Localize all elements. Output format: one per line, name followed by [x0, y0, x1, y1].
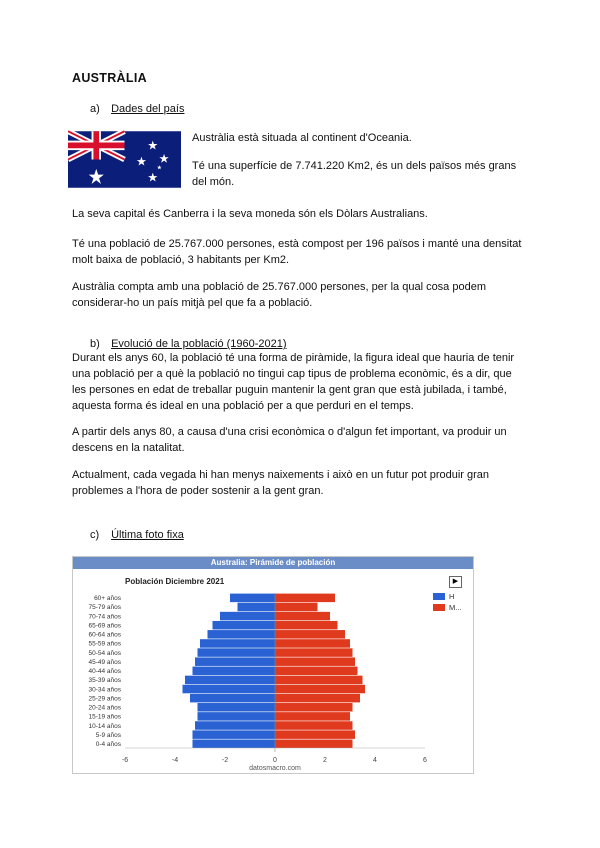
chart-source: datosmacro.com	[249, 765, 301, 772]
chart-title: Australia: Pirámide de población	[73, 557, 473, 569]
bar-female	[275, 694, 360, 703]
section-a-title: Dades del país	[111, 103, 185, 115]
text-line: Durant els anys 60, la població té una forma de piràmide, la figura ideal que hauria de tenir	[72, 352, 515, 364]
y-tick-label: 45-49 años	[88, 658, 121, 666]
text-line: Austràlia compta amb una població de 25.767.000 persones, per la qual cosa podem	[72, 281, 486, 293]
chart-subtitle: Población Diciembre 2021	[125, 577, 225, 586]
bar-male	[190, 694, 275, 703]
bar-male	[230, 594, 275, 603]
bar-male	[195, 657, 275, 666]
y-tick-label: 60-64 años	[88, 631, 121, 639]
bar-female	[275, 639, 350, 648]
page-title: AUSTRÀLIA	[72, 71, 147, 85]
y-tick-label: 75-79 años	[88, 604, 121, 612]
bar-female	[275, 594, 335, 603]
x-tick-label: 6	[423, 757, 427, 764]
section-b-heading	[90, 338, 287, 350]
bar-male	[183, 685, 276, 694]
bar-female	[275, 630, 345, 639]
bar-female	[275, 712, 350, 721]
bar-male	[193, 730, 276, 739]
x-tick-label: -2	[221, 757, 229, 764]
y-tick-label: 25-29 años	[88, 695, 121, 703]
play-button[interactable]: ▶	[449, 576, 462, 588]
y-tick-label: 15-19 años	[88, 713, 121, 721]
y-tick-label: 65-69 años	[88, 622, 121, 630]
bar-male	[208, 630, 276, 639]
text-line: considerar-ho un país mitjà pel que fa a població.	[72, 297, 313, 309]
population-pyramid-chart	[72, 556, 474, 774]
x-tick-label: 2	[323, 757, 327, 764]
y-tick-label: 55-59 años	[88, 640, 121, 648]
bar-female	[275, 730, 355, 739]
y-tick-label: 10-14 años	[88, 722, 121, 730]
paragraph-population	[72, 236, 528, 268]
bar-female	[275, 667, 358, 676]
text-line: descens en la natalitat.	[72, 442, 185, 454]
bar-male	[238, 603, 276, 612]
section-c-label: c)	[90, 529, 100, 541]
bar-male	[220, 612, 275, 621]
paragraph-size	[72, 279, 528, 311]
text-line: una població per a què la població no tingui cap tipus de problema econòmic, és a dir, que	[72, 368, 512, 380]
section-b-title: Evolució de la població (1960-2021)	[111, 338, 287, 350]
y-tick-label: 5-9 años	[95, 731, 121, 739]
text-line: aquesta forma és ideal en una població per a que perduri en el temps.	[72, 400, 414, 412]
legend-swatch	[433, 593, 445, 600]
y-tick-label: 70-74 años	[88, 613, 121, 621]
bar-female	[275, 739, 353, 748]
bar-male	[193, 739, 276, 748]
legend-label: M...	[449, 603, 462, 612]
section-a-heading	[90, 103, 184, 115]
paragraph-capital: La seva capital és Canberra i la seva moneda són els Dòlars Australians.	[72, 208, 428, 220]
bar-female	[275, 603, 318, 612]
paragraph-eighties	[72, 424, 528, 456]
australia-flag-image	[68, 130, 181, 189]
caption-line-1: Austràlia està situada al continent d'Oceania.	[192, 132, 412, 144]
bar-female	[275, 648, 353, 657]
text-line: Té una població de 25.767.000 persones, està compost per 196 països i manté una densitat	[72, 238, 522, 250]
y-tick-label: 30-34 años	[88, 686, 121, 694]
x-tick-label: -4	[171, 757, 179, 764]
flag-caption	[192, 130, 552, 190]
bar-female	[275, 612, 330, 621]
caption-line-2: Té una superfície de 7.741.220 Km2, és un dels països més grans	[192, 160, 517, 172]
section-c-heading	[90, 529, 184, 541]
paragraph-evolution	[72, 350, 528, 414]
section-c-title: Última foto fixa	[111, 529, 184, 541]
section-a-label: a)	[90, 103, 100, 115]
paragraph-current	[72, 467, 528, 499]
bar-female	[275, 621, 338, 630]
text-line: Actualment, cada vegada hi han menys naixements i això en un futur pot produir gran	[72, 469, 490, 481]
bar-male	[213, 621, 276, 630]
x-tick-label: 0	[273, 757, 277, 764]
y-tick-label: 40-44 años	[88, 668, 121, 676]
pyramid-svg	[73, 557, 473, 773]
legend-label: H	[449, 592, 455, 601]
section-b-label: b)	[90, 338, 100, 350]
bar-male	[198, 648, 276, 657]
y-tick-label: 0-4 años	[95, 741, 121, 748]
text-line: molt baixa de població, 3 habitants per Km2.	[72, 254, 290, 266]
bar-male	[200, 639, 275, 648]
legend-swatch	[433, 604, 445, 611]
bar-male	[193, 667, 276, 676]
y-tick-label: 50-54 años	[88, 649, 121, 657]
union-jack-icon	[68, 131, 125, 159]
bar-male	[185, 676, 275, 685]
bar-male	[195, 721, 275, 730]
bar-female	[275, 676, 363, 685]
bar-female	[275, 703, 353, 712]
bar-male	[198, 712, 276, 721]
y-tick-label: 60+ años	[94, 595, 121, 603]
bar-female	[275, 657, 355, 666]
bar-female	[275, 685, 365, 694]
text-line: les persones en edat de treballar puguin mantenir la gent gran que està jubilada, i també,	[72, 384, 507, 396]
bar-female	[275, 721, 353, 730]
text-line: problemes a l'hora de poder sostenir a la gent gran.	[72, 485, 324, 497]
x-tick-label: -6	[121, 757, 129, 764]
bar-male	[198, 703, 276, 712]
y-tick-label: 35-39 años	[88, 677, 121, 685]
caption-line-3: del món.	[192, 176, 235, 188]
x-tick-label: 4	[373, 757, 377, 764]
text-line: A partir dels anys 80, a causa d'una crisi econòmica o d'algun fet important, va produir un	[72, 426, 507, 438]
y-tick-label: 20-24 años	[88, 704, 121, 712]
